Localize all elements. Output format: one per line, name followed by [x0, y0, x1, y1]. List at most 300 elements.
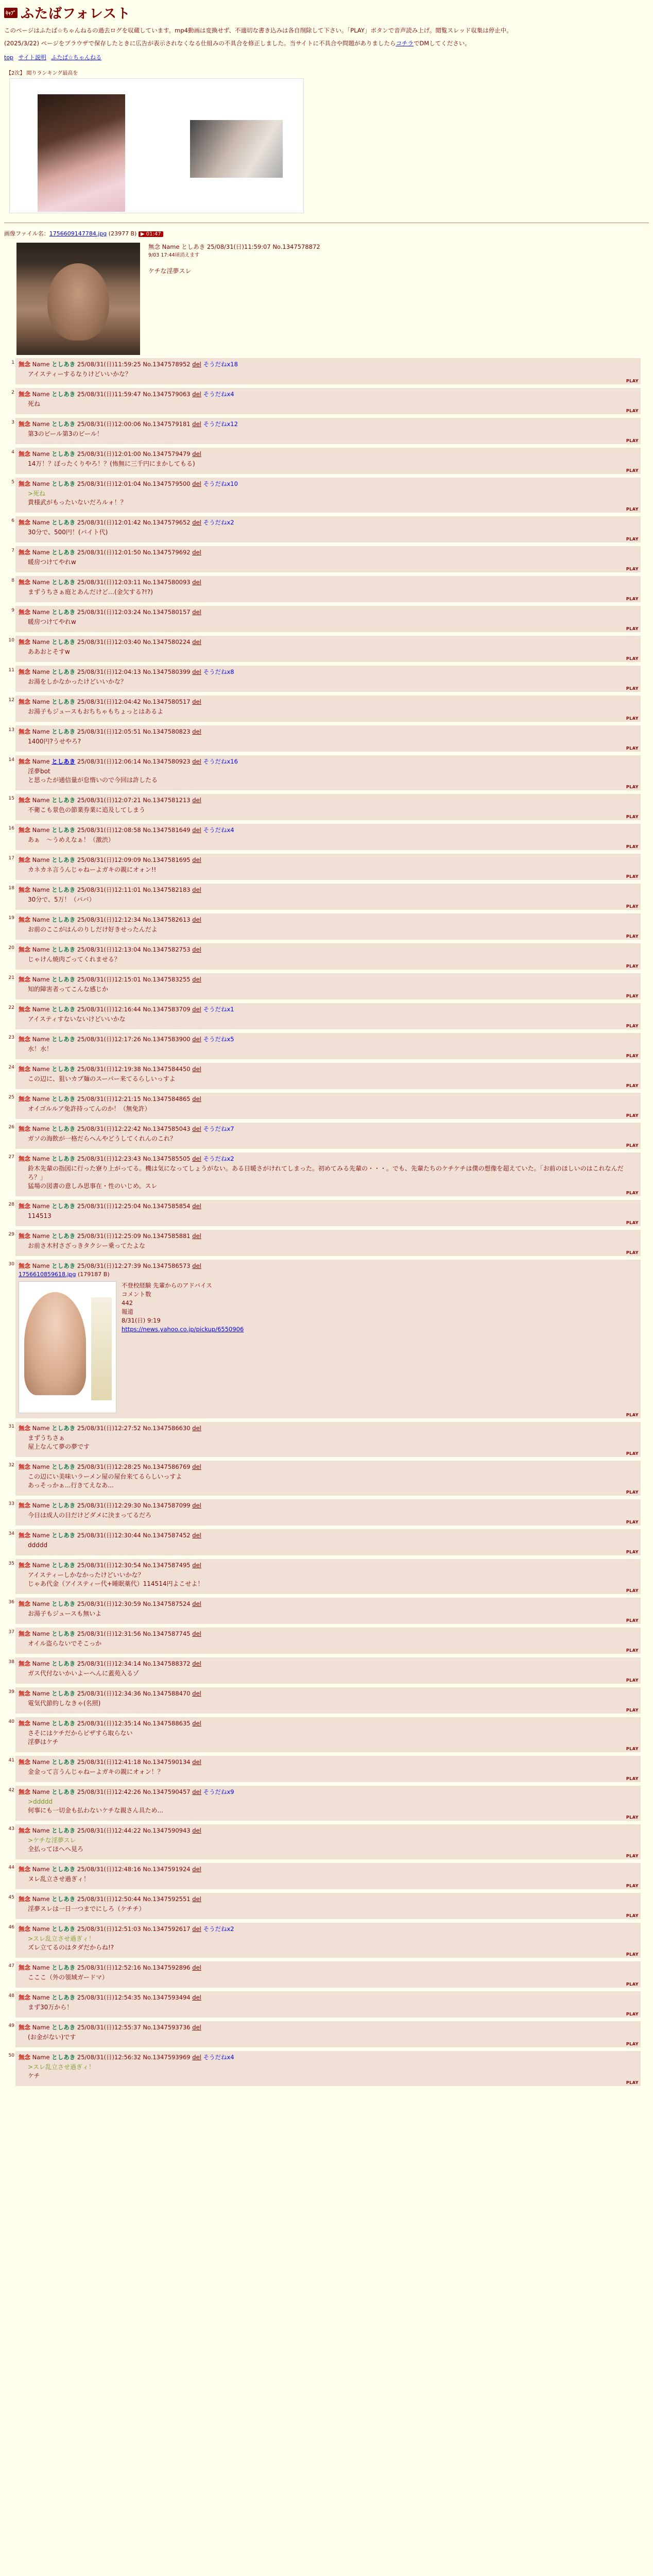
sodane-button[interactable]: そうだねx16 [203, 758, 238, 765]
body-line: 淫夢bot [28, 768, 50, 775]
play-button[interactable]: PLAY [626, 656, 639, 661]
play-button[interactable]: PLAY [626, 626, 639, 631]
play-button[interactable]: PLAY [626, 597, 639, 601]
reply-name: としあき [51, 391, 76, 398]
reply-subject: 無念 [19, 728, 30, 735]
reply-time: 25/08/31(日)12:16:44 [77, 1006, 141, 1013]
del-link[interactable]: del [192, 1660, 201, 1667]
body-line: 金金って言うんじゃねーよガキの親にオォン！？ [28, 1768, 164, 1775]
reply-number[interactable]: No.1347588470 [143, 1690, 191, 1697]
play-button[interactable]: PLAY [626, 934, 639, 939]
reply-number[interactable]: No.1347592896 [143, 1964, 191, 1971]
play-button[interactable]: PLAY [626, 1054, 639, 1058]
reply-index: 16 [8, 826, 14, 831]
reply-body [15, 1211, 641, 1221]
reply-number[interactable]: No.1347585854 [143, 1202, 191, 1210]
reply-name[interactable]: としあき [51, 758, 76, 765]
reply-number[interactable]: No.1347587745 [143, 1630, 191, 1637]
play-button[interactable]: PLAY [626, 844, 639, 849]
sodane-button[interactable]: そうだねx4 [203, 391, 234, 398]
video-duration-badge[interactable]: ▶ 01:47 [139, 231, 163, 237]
play-button[interactable]: PLAY [626, 379, 639, 383]
name-label: Name [32, 450, 50, 457]
del-link[interactable]: del [192, 1006, 201, 1013]
play-button[interactable]: PLAY [626, 1588, 639, 1593]
del-link[interactable]: del [192, 450, 201, 457]
reply-subject: 無念 [19, 1532, 30, 1539]
play-button[interactable]: PLAY [626, 1250, 639, 1255]
reply-post [8, 755, 641, 790]
reply-index: 34 [8, 1531, 14, 1536]
reply-number[interactable]: No.1347593736 [143, 2024, 191, 2031]
reply-number[interactable]: No.1347580224 [143, 638, 191, 646]
reply-subject: 無念 [19, 1720, 30, 1727]
reply-thumbnail[interactable] [19, 1281, 116, 1413]
reply-header [15, 1863, 641, 1874]
play-button[interactable]: PLAY [626, 815, 639, 819]
reply-number[interactable]: No.1347583900 [143, 1036, 191, 1043]
reply-number[interactable]: No.1347579479 [143, 450, 191, 457]
body-line: お湯をしかなかったけどいいかな？ [28, 678, 127, 685]
reply-time: 25/08/31(日)12:48:16 [77, 1866, 141, 1873]
sodane-button[interactable]: そうだねx12 [203, 420, 238, 428]
name-label: Name [32, 1232, 50, 1240]
reply-number[interactable]: No.1347580823 [143, 728, 191, 735]
name-label: Name [32, 1866, 50, 1873]
del-link[interactable]: del [192, 1202, 201, 1210]
del-link[interactable]: del [192, 1925, 201, 1933]
reply-time: 25/08/31(日)12:31:56 [77, 1630, 141, 1637]
reply-number[interactable]: No.1347587452 [143, 1532, 191, 1539]
op-body: ケチな淫夢スレ [148, 267, 192, 275]
del-link[interactable]: del [192, 1788, 201, 1795]
name-label: Name [32, 1262, 50, 1269]
nav-about-link[interactable]: サイト説明 [18, 54, 46, 61]
sodane-button[interactable]: そうだねx7 [203, 1125, 234, 1132]
play-button[interactable]: PLAY [626, 1854, 639, 1858]
play-button[interactable]: PLAY [626, 1648, 639, 1653]
del-link[interactable]: del [192, 2054, 201, 2061]
del-link[interactable]: del [192, 1532, 201, 1539]
reply-header [15, 973, 641, 984]
reply-index: 12 [8, 698, 14, 703]
del-link[interactable]: del [192, 1600, 201, 1607]
del-link[interactable]: del [192, 1758, 201, 1766]
reply-number[interactable]: No.1347582183 [143, 886, 191, 893]
del-link[interactable]: del [192, 1720, 201, 1727]
reply-header [15, 1991, 641, 2002]
reply-time: 25/08/31(日)12:01:50 [77, 549, 141, 556]
del-link[interactable]: del [192, 1964, 201, 1971]
reply-index: 14 [8, 757, 14, 762]
play-button[interactable]: PLAY [626, 409, 639, 413]
reply-post [8, 2051, 641, 2086]
reply-number[interactable]: No.1347590134 [143, 1758, 191, 1766]
del-link[interactable]: del [192, 579, 201, 586]
reply-index: 28 [8, 1202, 14, 1207]
name-label: Name [32, 728, 50, 735]
reply-post [8, 1991, 641, 2018]
reply-number[interactable]: No.1347580157 [143, 608, 191, 616]
reply-body [15, 557, 641, 567]
del-link[interactable]: del [192, 1630, 201, 1637]
reply-number[interactable]: No.1347584450 [143, 1065, 191, 1073]
reply-subject: 無念 [19, 1895, 30, 1903]
reply-header [15, 1923, 641, 1934]
sodane-button[interactable]: そうだねx4 [203, 2054, 234, 2061]
reply-number[interactable]: No.1347588635 [143, 1720, 191, 1727]
del-link[interactable]: del [192, 1827, 201, 1834]
reply-subject: 無念 [19, 976, 30, 983]
play-button[interactable]: PLAY [626, 1221, 639, 1225]
reply-number[interactable]: No.1347582753 [143, 946, 191, 953]
reply-name: としあき [51, 668, 76, 675]
del-link[interactable]: del [192, 856, 201, 863]
reply-number[interactable]: No.1347587524 [143, 1600, 191, 1607]
reply-header [15, 1786, 641, 1797]
reply-post [8, 943, 641, 970]
reply-file-link[interactable]: 1756610859618.jpg [19, 1271, 76, 1278]
body-line: ああおとそすw [28, 648, 70, 655]
play-button[interactable]: PLAY [626, 686, 639, 691]
play-button[interactable]: PLAY [626, 1982, 639, 1987]
del-link[interactable]: del [192, 549, 201, 556]
name-label: Name [32, 1532, 50, 1539]
reply-header [15, 478, 641, 488]
contact-link[interactable]: コチラ [396, 40, 414, 47]
play-button[interactable]: PLAY [626, 438, 639, 443]
reply-index: 8 [11, 578, 14, 583]
play-button[interactable]: PLAY [626, 1678, 639, 1683]
reply-post [8, 1093, 641, 1119]
sodane-button[interactable]: そうだねx2 [203, 1925, 234, 1933]
reply-post [8, 1657, 641, 1684]
reply-body [15, 1698, 641, 1708]
del-link[interactable]: del [192, 946, 201, 953]
reply-body [15, 1972, 641, 1982]
reply-number[interactable]: No.1347585881 [143, 1232, 191, 1240]
nav-futaba-link[interactable]: ふたば☆ちゃんねる [51, 54, 102, 61]
reply-number[interactable]: No.1347580093 [143, 579, 191, 586]
reply-index: 23 [8, 1035, 14, 1040]
body-line: じゃあ代金（アイスティー代+睡眠薬代）114514円よこせよ！ [28, 1580, 204, 1587]
reply-subject: 無念 [19, 916, 30, 923]
reply-name: としあき [51, 1502, 76, 1509]
op-post [4, 229, 649, 358]
reply-number[interactable]: No.1347586769 [143, 1463, 191, 1470]
reply-post [8, 666, 641, 692]
del-link[interactable]: del [192, 1155, 201, 1162]
sodane-button[interactable]: そうだねx2 [203, 519, 234, 526]
reply-index: 33 [8, 1501, 14, 1506]
del-link[interactable]: del [192, 1502, 201, 1509]
del-link[interactable]: del [192, 1095, 201, 1103]
play-button[interactable]: PLAY [626, 1113, 639, 1118]
reply-time: 25/08/31(日)12:25:04 [77, 1202, 141, 1210]
reply-name: としあき [51, 361, 76, 368]
ad-panel [9, 78, 304, 213]
del-link[interactable]: del [192, 1262, 201, 1269]
reply-header [15, 636, 641, 647]
sodane-button[interactable]: そうだねx1 [203, 1006, 234, 1013]
reply-time: 25/08/31(日)12:07:21 [77, 796, 141, 804]
intro-paragraph-1: このページはふたば☆ちゃんねるの過去ログを収蔵しています。mp4動画は変換せず、不適切な書き込みは各自削除して下さい。「PLAY」ボタンで音声読み上げ。閲覧スレッド収集は停止中。 [4, 27, 512, 34]
name-label: Name [32, 1758, 50, 1766]
reply-subject: 無念 [19, 1006, 30, 1013]
play-button[interactable]: PLAY [626, 1952, 639, 1957]
del-link[interactable]: del [192, 1994, 201, 2001]
play-button[interactable]: PLAY [626, 785, 639, 789]
del-link[interactable]: del [192, 826, 201, 834]
sodane-button[interactable]: そうだねx18 [203, 361, 238, 368]
sodane-button[interactable]: そうだねx2 [203, 1155, 234, 1162]
reply-name: としあき [51, 638, 76, 646]
reply-subject: 無念 [19, 1262, 30, 1269]
reply-number[interactable]: No.1347583255 [143, 976, 191, 983]
play-button[interactable]: PLAY [626, 1143, 639, 1148]
del-link[interactable]: del [192, 976, 201, 983]
play-button[interactable]: PLAY [626, 507, 639, 512]
reply-number[interactable]: No.1347588372 [143, 1660, 191, 1667]
op-file-link[interactable]: 1756609147784.jpg [49, 230, 107, 237]
play-button[interactable]: PLAY [626, 746, 639, 751]
play-button[interactable]: PLAY [626, 1550, 639, 1554]
play-button[interactable]: PLAY [626, 468, 639, 473]
site-logo[interactable]: ｷｬﾌﾟ [4, 8, 18, 18]
reply-number[interactable]: No.1347579500 [143, 480, 191, 487]
del-link[interactable]: del [192, 1232, 201, 1240]
ad-image-2[interactable] [190, 120, 283, 178]
quote-line: >ddddd [28, 1798, 53, 1805]
reply-number[interactable]: No.1347581649 [143, 826, 191, 834]
play-button[interactable]: PLAY [626, 1747, 639, 1751]
reply-body [15, 1044, 641, 1054]
reply-post [8, 1153, 641, 1196]
sodane-button[interactable]: そうだねx8 [203, 668, 234, 675]
play-button[interactable]: PLAY [626, 2080, 639, 2085]
quote-line: >スレ乱立させ過ぎィ！ [28, 2063, 95, 2071]
play-button[interactable]: PLAY [626, 1884, 639, 1888]
play-button[interactable]: PLAY [626, 1776, 639, 1781]
play-button[interactable]: PLAY [626, 874, 639, 879]
del-link[interactable]: del [192, 728, 201, 735]
reply-subject: 無念 [19, 1036, 30, 1043]
play-button[interactable]: PLAY [626, 1451, 639, 1456]
play-button[interactable]: PLAY [626, 1815, 639, 1820]
sodane-button[interactable]: そうだねx10 [203, 480, 238, 487]
reply-number[interactable]: No.1347581213 [143, 796, 191, 804]
play-button[interactable]: PLAY [626, 1413, 639, 1417]
play-button[interactable]: PLAY [626, 2012, 639, 2016]
reply-subject: 無念 [19, 698, 30, 705]
reply-number[interactable]: No.1347583709 [143, 1006, 191, 1013]
del-link[interactable]: del [192, 480, 201, 487]
ad-image-1[interactable] [38, 94, 125, 212]
reply-name: としあき [51, 1095, 76, 1103]
del-link[interactable]: del [192, 1895, 201, 1903]
reply-header [15, 913, 641, 924]
reply-body [15, 1874, 641, 1884]
del-link[interactable]: del [192, 420, 201, 428]
reply-number[interactable]: No.1347586573 [143, 1262, 191, 1269]
reply-time: 25/08/31(日)12:27:52 [77, 1425, 141, 1432]
play-button[interactable]: PLAY [626, 994, 639, 998]
reply-body [15, 1668, 641, 1678]
play-button[interactable]: PLAY [626, 1191, 639, 1195]
reply-info-line: 報道 [122, 1308, 133, 1315]
del-link[interactable]: del [192, 391, 201, 398]
play-button[interactable]: PLAY [626, 1083, 639, 1088]
del-link[interactable]: del [192, 758, 201, 765]
reply-number[interactable]: No.1347593969 [143, 2054, 191, 2061]
sodane-button[interactable]: そうだねx4 [203, 826, 234, 834]
reply-number[interactable]: No.1347580517 [143, 698, 191, 705]
sodane-button[interactable]: そうだねx9 [203, 1788, 234, 1795]
reply-index: 21 [8, 975, 14, 980]
reply-time: 25/08/31(日)12:29:30 [77, 1502, 141, 1509]
reply-time: 25/08/31(日)12:35:14 [77, 1720, 141, 1727]
del-link[interactable]: del [192, 519, 201, 526]
reply-number[interactable]: No.1347580923 [143, 758, 191, 765]
reply-post [11, 606, 641, 632]
body-line: ズレ立てるのはタダだからね!? [28, 1944, 114, 1951]
reply-number[interactable]: No.1347585043 [143, 1125, 191, 1132]
nav-top-link[interactable]: top [4, 54, 14, 61]
reply-index: 49 [8, 2023, 14, 2028]
reply-number[interactable]: No.1347579181 [143, 420, 191, 428]
reply-number[interactable]: No.1347593494 [143, 1994, 191, 2001]
play-button[interactable]: PLAY [626, 716, 639, 721]
del-link[interactable]: del [192, 1866, 201, 1873]
play-button[interactable]: PLAY [626, 567, 639, 571]
reply-subject: 無念 [19, 361, 30, 368]
body-line: さそにはケチだからピザすら取らない [28, 1730, 133, 1737]
reply-subject: 無念 [19, 1562, 30, 1569]
play-button[interactable]: PLAY [626, 1618, 639, 1623]
body-line: 猛場の図書の意しみ思事在・性のいじめ。スレ [28, 1182, 158, 1190]
reply-header [15, 1824, 641, 1835]
name-label: Name [32, 796, 50, 804]
reply-body [15, 1074, 641, 1083]
reply-post [8, 1033, 641, 1059]
play-button[interactable]: PLAY [626, 1024, 639, 1028]
reply-time: 25/08/31(日)11:59:25 [77, 361, 141, 368]
reply-post [11, 478, 641, 513]
reply-number[interactable]: No.1347580399 [143, 668, 191, 675]
reply-name: としあき [51, 1262, 76, 1269]
thumbnail-figure [24, 1292, 86, 1395]
play-button[interactable]: PLAY [626, 964, 639, 969]
reply-index: 35 [8, 1561, 14, 1566]
reply-number[interactable]: No.1347578952 [143, 361, 191, 368]
del-link[interactable]: del [192, 638, 201, 646]
reply-number[interactable]: No.1347585505 [143, 1155, 191, 1162]
name-label: Name [32, 1202, 50, 1210]
body-line: こここ（外の領域ガードマ） [28, 1974, 109, 1981]
reply-number[interactable]: No.1347592551 [143, 1895, 191, 1903]
play-button[interactable]: PLAY [626, 1490, 639, 1495]
sodane-button[interactable]: そうだねx5 [203, 1036, 234, 1043]
reply-number[interactable]: No.1347579692 [143, 549, 191, 556]
del-link[interactable]: del [192, 361, 201, 368]
del-link[interactable]: del [192, 886, 201, 893]
name-label: Name [32, 668, 50, 675]
reply-number[interactable]: No.1347579063 [143, 391, 191, 398]
reply-number[interactable]: No.1347579652 [143, 519, 191, 526]
reply-body [15, 1510, 641, 1520]
reply-number[interactable]: No.1347591924 [143, 1866, 191, 1873]
body-line: 電気代節約しなきゃ(名照) [28, 1700, 101, 1707]
del-link[interactable]: del [192, 1425, 201, 1432]
reply-number[interactable]: No.1347590457 [143, 1788, 191, 1795]
reply-header [15, 1123, 641, 1133]
reply-index: 13 [8, 727, 14, 733]
reply-time: 25/08/31(日)12:04:13 [77, 668, 141, 675]
reply-number[interactable]: No.1347586630 [143, 1425, 191, 1432]
reply-body [15, 954, 641, 964]
play-button[interactable]: PLAY [626, 1913, 639, 1918]
play-button[interactable]: PLAY [626, 537, 639, 541]
del-link[interactable]: del [192, 668, 201, 675]
reply-number[interactable]: No.1347587099 [143, 1502, 191, 1509]
del-link[interactable]: del [192, 1562, 201, 1569]
site-header [4, 3, 649, 22]
op-thumbnail[interactable] [16, 243, 140, 355]
del-link[interactable]: del [192, 916, 201, 923]
reply-number[interactable]: No.1347582613 [143, 916, 191, 923]
reply-time: 25/08/31(日)12:06:14 [77, 758, 141, 765]
reply-header [15, 1717, 641, 1728]
del-link[interactable]: del [192, 1065, 201, 1073]
reply-subject: 無念 [19, 1232, 30, 1240]
reply-header [15, 2021, 641, 2032]
reply-post [8, 1063, 641, 1089]
reply-time: 25/08/31(日)12:34:36 [77, 1690, 141, 1697]
reply-subject: 無念 [19, 391, 30, 398]
del-link[interactable]: del [192, 698, 201, 705]
site-title[interactable]: ふたばフォレスト [21, 6, 131, 22]
reply-subject: 無念 [19, 638, 30, 646]
play-button[interactable]: PLAY [626, 1708, 639, 1713]
reply-body [15, 369, 641, 379]
reply-post [8, 1230, 641, 1256]
reply-name: としあき [51, 856, 76, 863]
reply-name: としあき [51, 1720, 76, 1727]
del-link[interactable]: del [192, 1036, 201, 1043]
reply-number[interactable]: No.1347581695 [143, 856, 191, 863]
news-link[interactable]: https://news.yahoo.co.jp/pickup/6550906 [122, 1326, 244, 1333]
reply-time: 25/08/31(日)12:03:11 [77, 579, 141, 586]
reply-post [8, 696, 641, 722]
reply-info [122, 1281, 244, 1334]
reply-number[interactable]: No.1347587495 [143, 1562, 191, 1569]
reply-index: 44 [8, 1865, 14, 1870]
del-link[interactable]: del [192, 796, 201, 804]
del-link[interactable]: del [192, 1463, 201, 1470]
del-link[interactable]: del [192, 1125, 201, 1132]
del-link[interactable]: del [192, 2024, 201, 2031]
reply-number[interactable]: No.1347584865 [143, 1095, 191, 1103]
reply-number[interactable]: No.1347592617 [143, 1925, 191, 1933]
del-link[interactable]: del [192, 1690, 201, 1697]
reply-number[interactable]: No.1347590943 [143, 1827, 191, 1834]
reply-index: 40 [8, 1719, 14, 1724]
body-line: 淫夢スレは一日一つまでにしろ（ケチチ） [28, 1905, 145, 1912]
del-link[interactable]: del [192, 608, 201, 616]
play-button[interactable]: PLAY [626, 904, 639, 909]
play-button[interactable]: PLAY [626, 2042, 639, 2046]
play-button[interactable]: PLAY [626, 1520, 639, 1524]
